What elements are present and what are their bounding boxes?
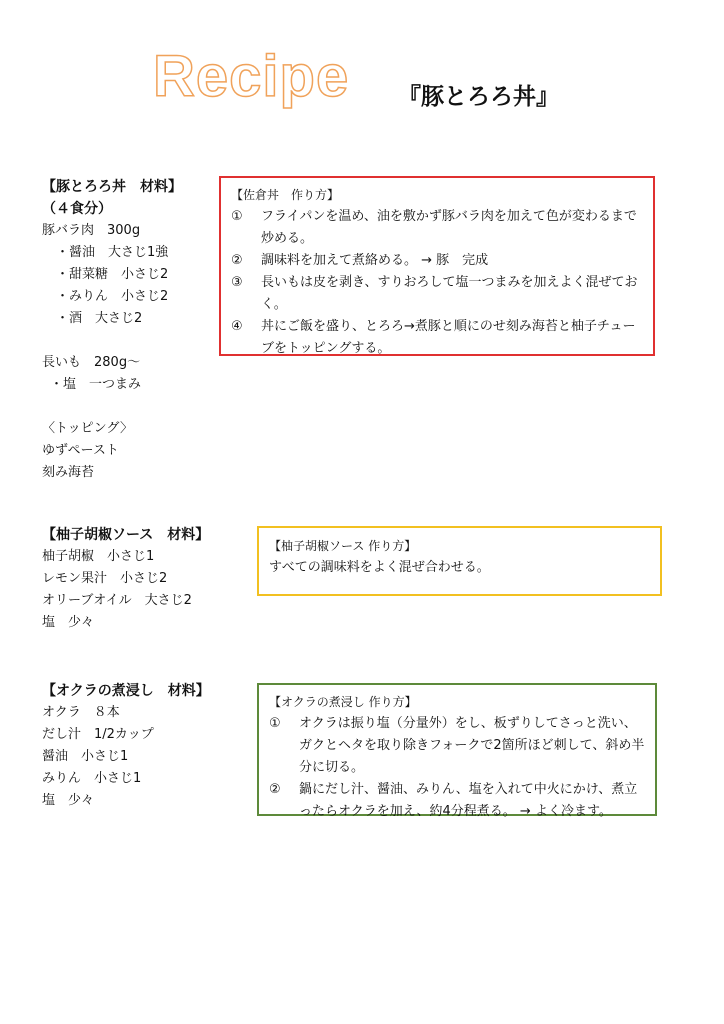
buta-servings: （４食分）: [42, 201, 112, 217]
ingredient-item: 柚子胡椒 小さじ1: [42, 549, 155, 564]
ingredient-item: ゆずペースト: [42, 443, 119, 458]
yuzu-method-box: [257, 526, 662, 596]
ingredient-item: レモン果汁 小さじ2: [42, 571, 168, 586]
yuzu-method-heading: 【柚子胡椒ソース 作り方】: [269, 539, 417, 553]
okra-method-box: [257, 683, 657, 819]
yuzu-ingredients: [42, 524, 209, 634]
yuzu-method-text: すべての調味料をよく混ぜ合わせる。: [269, 560, 490, 575]
ingredient-item: 長いも 280g～: [42, 355, 141, 370]
ingredient-item: 塩 少々: [42, 615, 95, 630]
dish-title: 『豚とろろ丼』: [398, 84, 559, 110]
ingredient-item: だし汁 1/2カップ: [42, 727, 154, 742]
buta-ingredients: [42, 176, 182, 484]
buta-ingredients-heading: 【豚とろろ丼 材料】: [42, 179, 182, 195]
buta-method-box: [219, 176, 655, 356]
ingredient-item: オクラ ８本: [42, 705, 120, 720]
method-step: ① オクラは振り塩（分量外）をし、板ずりしてさっと洗い、ガクとヘタを取り除きフォークで2箇所ほど刺して、斜め半分に切る。: [269, 716, 645, 775]
ingredient-item: みりん 小さじ1: [42, 771, 142, 786]
topping-heading: 〈トッピング〉: [42, 421, 134, 436]
ingredient-item: 豚バラ肉 300g: [42, 223, 141, 238]
ingredient-item: ・みりん 小さじ2: [56, 289, 169, 304]
method-step: ② 鍋にだし汁、醤油、みりん、塩を入れて中火にかけ、煮立ったらオクラを加え、約4分程煮る。 → よく冷ます。: [269, 782, 638, 819]
ingredient-item: 刻み海苔: [42, 465, 95, 480]
buta-method-heading: 【佐倉丼 作り方】: [231, 188, 340, 202]
okra-method-heading: 【オクラの煮浸し 作り方】: [269, 695, 417, 709]
okra-ingredients-heading: 【オクラの煮浸し 材料】: [42, 683, 210, 699]
ingredient-item: 醤油 小さじ1: [42, 749, 129, 764]
method-step: ④ 丼にご飯を盛り、とろろ→煮豚と順にのせ刻み海苔と柚子チューブをトッピングする。: [231, 319, 636, 356]
okra-ingredients: [42, 680, 210, 812]
ingredient-item: ・酒 大さじ2: [56, 311, 143, 326]
recipe-logo: Recipe: [153, 44, 350, 109]
ingredient-item: ・塩 一つまみ: [50, 377, 142, 392]
method-step: ① フライパンを温め、油を敷かず豚バラ肉を加えて色が変わるまで炒める。: [231, 209, 637, 246]
ingredient-item: ・甜菜糖 小さじ2: [56, 267, 169, 282]
yuzu-ingredients-heading: 【柚子胡椒ソース 材料】: [42, 527, 210, 543]
method-step: ③ 長いもは皮を剥き、すりおろして塩一つまみを加えよく混ぜておく。: [231, 275, 638, 312]
method-step: ② 調味料を加えて煮絡める。 → 豚 完成: [231, 253, 489, 268]
ingredient-item: 塩 少々: [42, 793, 95, 808]
ingredient-item: ・醤油 大さじ1強: [56, 245, 169, 260]
ingredient-item: オリーブオイル 大さじ2: [42, 593, 192, 608]
